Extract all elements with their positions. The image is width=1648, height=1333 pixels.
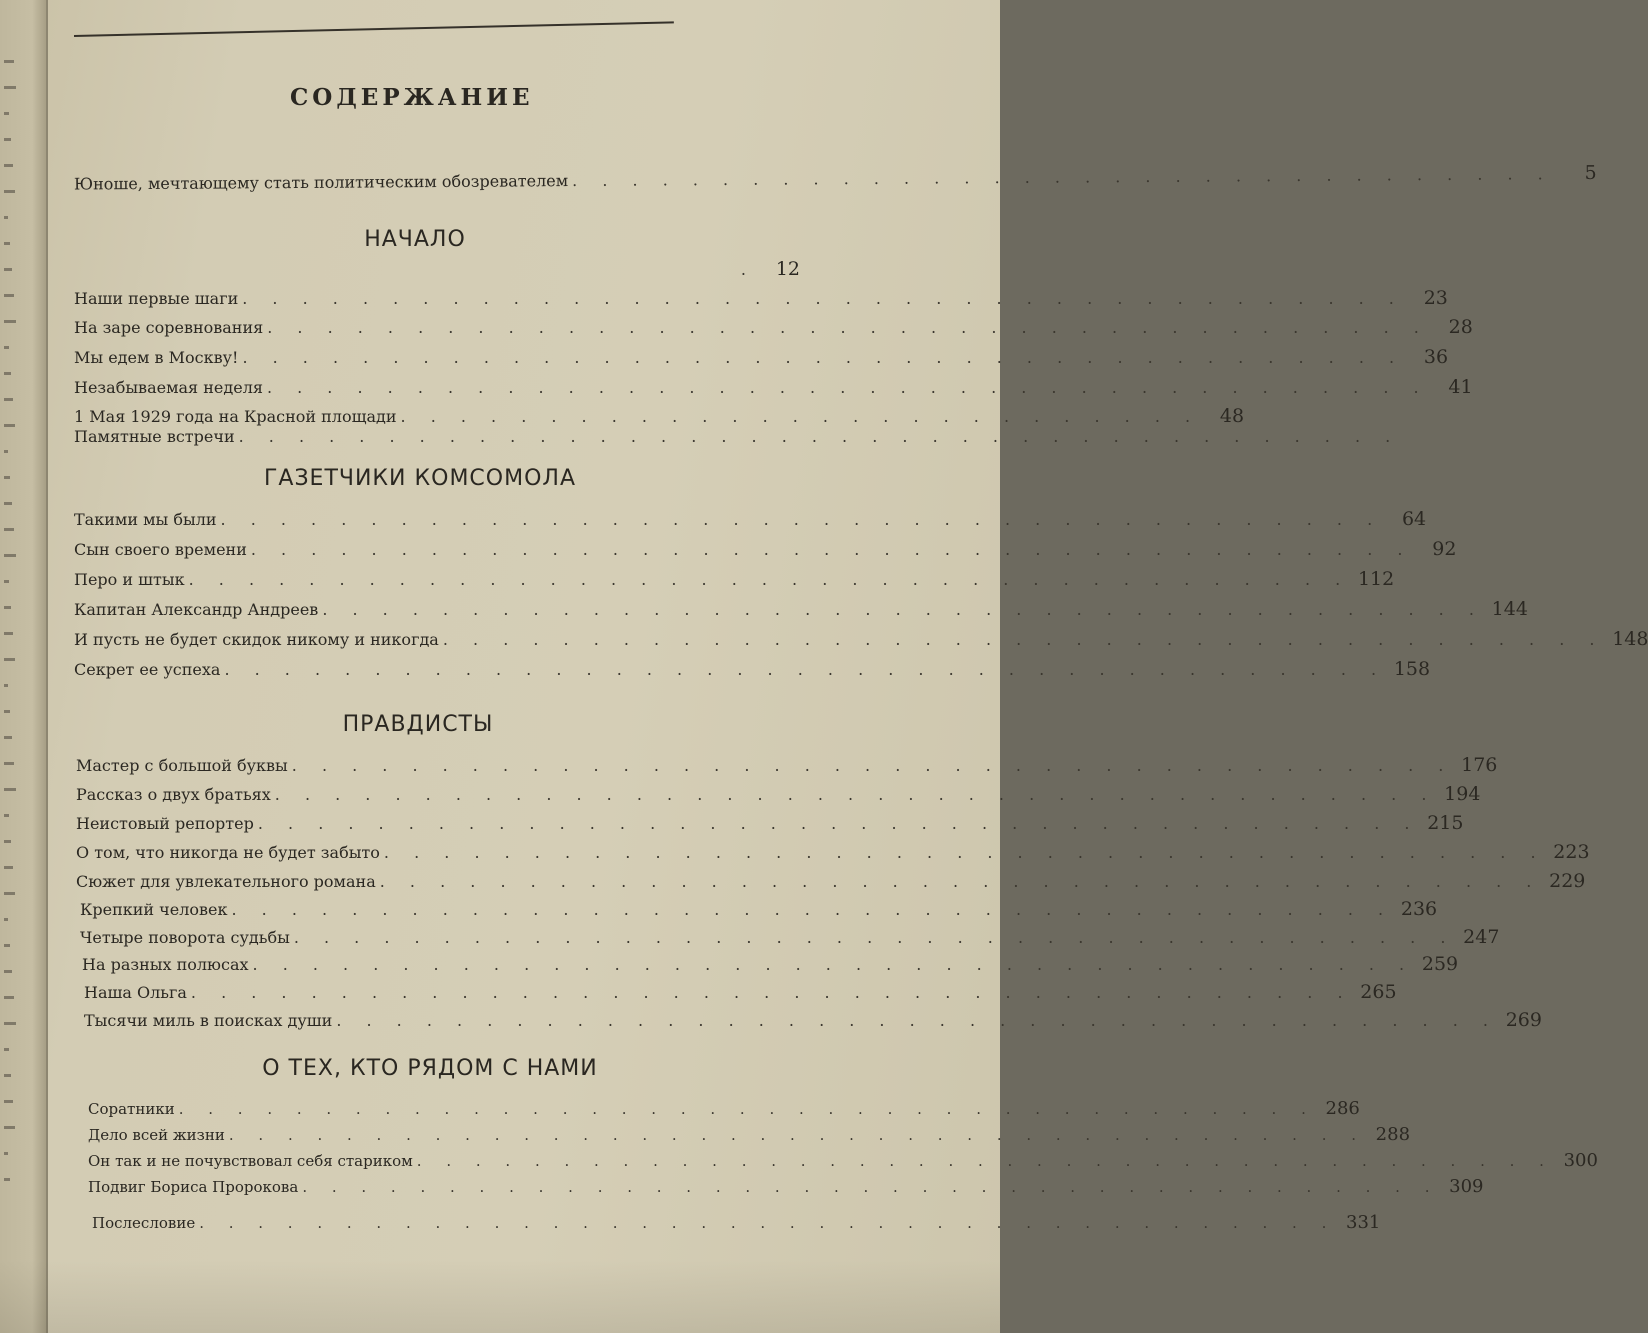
facing-page-text-mark: [4, 60, 14, 63]
leader-dots: . . . . . . . . . . . . . . . . . . . . . . . . . . . . . . . . . . . . . . .: [416, 1152, 1554, 1170]
leader-dots: . . . . . . . . . . . . . . . . . . . . . . . . . . . . . . . . . . . . . . .: [442, 630, 1605, 649]
entry-title: 1 Мая 1929 года на Красной площади: [74, 407, 397, 426]
leader-dots: . . . . . . . . . . . . . . . . . . . . . . . . . . . . . . . . . . . . . . .: [383, 843, 1546, 862]
leader-dots: .: [740, 260, 756, 279]
facing-page-text-mark: [4, 346, 9, 349]
facing-page-text-mark: [4, 970, 12, 973]
toc-entry: [88, 1150, 1598, 1171]
toc-entry: [82, 953, 1459, 975]
entry-title: Послесловие: [92, 1214, 196, 1232]
leader-dots: . . . . . . . . . . . . . . . . . . . . . . . . . . . . . . . . . . . . . . .: [190, 983, 1353, 1002]
leader-dots: . . . . . . . . . . . . . . . . . . . . . . . . . . . . . . . . . . . . . . .: [242, 348, 1405, 367]
entry-title: Рассказ о двух братьях: [76, 785, 271, 804]
entry-page: 41: [1448, 376, 1473, 398]
facing-page-text-mark: [4, 294, 14, 297]
toc-entry: [84, 981, 1397, 1003]
leader-dots: . . . . . . . . . . . . . . . . . . . . . . . . . . . . . . . . . . . . . . .: [379, 872, 1542, 891]
facing-page-text-mark: [4, 86, 16, 89]
leader-dots: . . . . . . . . . . . . . . . . . . . . . . . . . . . . . . . . . . . . . . .: [266, 378, 1429, 397]
entry-page: 215: [1427, 812, 1464, 834]
entry-title: Памятные встречи: [74, 427, 235, 446]
facing-page-text-mark: [4, 1048, 9, 1051]
facing-page-text-mark: [4, 762, 14, 765]
facing-page-text-mark: [4, 658, 15, 661]
toc-entry: [88, 1124, 1411, 1145]
entry-title: На разных полюсах: [82, 955, 249, 974]
leader-dots: . . . . . . . . . . . . . . . . . . . . . . . . . . . . . . . . . . . . . . .: [199, 1214, 1337, 1232]
leader-dots: . . . . . . . . . . . . . . . . . . . . . . . . . . . . . . . . .: [572, 164, 1553, 191]
toc-entry: [80, 926, 1500, 948]
top-rule: [74, 21, 674, 37]
leader-dots: . . . . . . . . . . . . . . . . . . . . . . . . . . . . . . . . . . . . . . .: [302, 1178, 1440, 1196]
entry-page: 92: [1432, 538, 1457, 560]
entry-page: 331: [1346, 1212, 1381, 1233]
facing-page-text-mark: [4, 1178, 10, 1181]
toc-entry: [74, 258, 800, 280]
entry-title: Такими мы были: [74, 510, 217, 529]
facing-page-text-mark: [4, 996, 14, 999]
toc-entry: [74, 508, 1427, 530]
toc-entry: [76, 754, 1498, 776]
facing-page-text-mark: [4, 1126, 15, 1129]
toc-entry: [74, 346, 1449, 368]
leader-dots: . . . . . . . . . . . . . . . . . . . . . . . . . . . . . . . . . . . . . . .: [293, 928, 1456, 947]
toc-entry: [74, 376, 1473, 398]
entry-page: 48: [1219, 405, 1245, 427]
entry-page: 236: [1400, 898, 1438, 920]
leader-dots: . . . . . . . . . . . . . . . . . . . . . . . . . . . . . . . . . . . . . . .: [188, 570, 1351, 589]
section-heading: О ТЕХ, КТО РЯДОМ С НАМИ: [262, 1056, 598, 1081]
leader-dots: . . . . . . . . . . . . . . . . . . . . . . . . . . . . . . . . . . . . . . .: [231, 900, 1394, 919]
entry-page: 259: [1421, 953, 1459, 975]
facing-page-text-mark: [4, 606, 11, 609]
leader-dots: . . . . . . . . . . . . . . . . . . . . . . . . . . . . . . . . . . . . . . .: [252, 955, 1415, 974]
facing-page-text-mark: [4, 190, 15, 193]
toc-entry: [74, 316, 1473, 338]
facing-page-text-mark: [4, 918, 8, 921]
entry-title: Сюжет для увлекательного романа: [76, 872, 376, 891]
entry-title: Он так и не почувствовал себя стариком: [88, 1152, 413, 1170]
entry-page: 247: [1463, 926, 1500, 948]
page-title: СОДЕРЖАНИЕ: [290, 84, 534, 111]
page-shadow: [0, 1260, 1000, 1333]
facing-page-text-mark: [4, 684, 8, 687]
toc-entry: [74, 598, 1528, 620]
entry-title: Незабываемая неделя: [74, 378, 263, 397]
facing-page-text-mark: [4, 398, 13, 401]
entry-page: 5: [1584, 161, 1597, 184]
facing-page-text-mark: [4, 372, 11, 375]
entry-title: На заре соревнования: [74, 318, 264, 337]
entry-title: И пусть не будет скидок никому и никогда: [74, 630, 439, 649]
leader-dots: . . . . . . . . . . . . . . . . . . . . . . . . . . . . . . . . . . . . . . .: [250, 540, 1413, 559]
entry-page: 309: [1449, 1176, 1484, 1197]
toc-entry: [74, 405, 1245, 427]
leader-dots: . . . . . . . . . . . . . . . . . . . . . . . . . . . . . . . . . . . . . . .: [274, 785, 1437, 804]
facing-page-text-mark: [4, 112, 9, 115]
entry-title: Мы едем в Москву!: [74, 348, 239, 367]
facing-page-text-mark: [4, 814, 9, 817]
entry-page: 194: [1444, 783, 1481, 805]
toc-entry: [84, 1009, 1542, 1031]
facing-page-text-mark: [4, 866, 13, 869]
toc-entry: [80, 898, 1438, 920]
facing-page-text-mark: [4, 554, 16, 557]
leader-dots: . . . . . . . . . . . . . . . . . . . . . . . . . . . . . . . . . . . . . . .: [257, 814, 1420, 833]
entry-title: Соратники: [88, 1100, 175, 1118]
facing-page-text-mark: [4, 502, 12, 505]
section-heading: ГАЗЕТЧИКИ КОМСОМОЛА: [263, 466, 576, 491]
facing-page-text-mark: [4, 944, 10, 947]
facing-page-text-mark: [4, 268, 12, 271]
toc-entry: [74, 538, 1457, 560]
entry-page: 23: [1423, 287, 1448, 309]
toc-entry: [92, 1212, 1381, 1233]
toc-entry: [74, 628, 1648, 650]
leader-dots: . . . . . . . . . . . . . . . . . . . . . . . . . . . . . . . . . . . . . . .: [291, 756, 1454, 775]
facing-page-text-mark: [4, 788, 16, 791]
facing-page-text-mark: [4, 216, 8, 219]
entry-title: Юноше, мечтающему стать политическим обозревателем: [73, 171, 569, 194]
toc-entry: [76, 870, 1586, 892]
entry-title: О том, что никогда не будет забыто: [76, 843, 380, 862]
facing-page-text-mark: [4, 424, 15, 427]
facing-page-text-mark: [4, 138, 11, 141]
facing-page-text-mark: [4, 632, 13, 635]
facing-page-text-mark: [4, 1152, 8, 1155]
leader-dots: . . . . . . . . . . . . . . . . . . . . . . . . . . .: [400, 407, 1201, 426]
facing-page-text-mark: [4, 528, 14, 531]
toc-entry: [88, 1098, 1360, 1119]
facing-page-text-mark: [4, 164, 13, 167]
entry-page: 265: [1360, 981, 1397, 1003]
entry-page: 64: [1401, 508, 1427, 530]
facing-page-text-mark: [4, 1100, 13, 1103]
toc-entry: [74, 427, 1401, 446]
facing-page-text-mark: [4, 840, 11, 843]
entry-title: Секрет ее успеха: [74, 660, 221, 679]
leader-dots: . . . . . . . . . . . . . . . . . . . . . . . . . . . . . . . . . . . . . . .: [178, 1100, 1316, 1118]
entry-page: 300: [1563, 1150, 1598, 1171]
entry-title: Четыре поворота судьбы: [80, 928, 290, 947]
leader-dots: . . . . . . . . . . . . . . . . . . . . . . . . . . . . . . . . . . . . . . .: [238, 427, 1401, 446]
facing-page-edge: [0, 0, 48, 1333]
toc-entry: [76, 841, 1590, 863]
leader-dots: . . . . . . . . . . . . . . . . . . . . . . . . . . . . . . . . . . . . . . .: [228, 1126, 1367, 1144]
toc-entry: [76, 812, 1464, 834]
entry-title: Тысячи миль в поисках души: [84, 1011, 333, 1030]
facing-page-text-mark: [4, 450, 8, 453]
entry-page: 176: [1461, 754, 1498, 776]
entry-title: Дело всей жизни: [88, 1126, 225, 1144]
leader-dots: . . . . . . . . . . . . . . . . . . . . . . . . . . . . . . . . . . . . . . .: [267, 318, 1429, 337]
section-heading: ПРАВДИСТЫ: [342, 712, 494, 737]
toc-entry: [74, 568, 1395, 590]
leader-dots: . . . . . . . . . . . . . . . . . . . . . . . . . . . . . . . . . . . . . . .: [220, 510, 1383, 529]
entry-title: Сын своего времени: [74, 540, 247, 559]
entry-title: Мастер с большой буквы: [76, 756, 288, 775]
toc-entry: [74, 287, 1448, 309]
leader-dots: . . . . . . . . . . . . . . . . . . . . . . . . . . . . . . . . . . . . . . .: [322, 600, 1484, 619]
facing-page-text-mark: [4, 1022, 16, 1025]
section-heading: НАЧАЛО: [364, 227, 466, 252]
entry-page: 229: [1549, 870, 1586, 892]
entry-page: 288: [1375, 1124, 1411, 1145]
entry-page: 36: [1423, 346, 1449, 368]
toc-entry: [74, 658, 1431, 680]
entry-page: 12: [775, 258, 800, 280]
facing-page-text-mark: [4, 320, 16, 323]
entry-title: Перо и штык: [74, 570, 185, 589]
entry-title: Неистовый репортер: [76, 814, 254, 833]
toc-entry-intro: [73, 161, 1597, 194]
entry-page: 148: [1612, 628, 1648, 650]
entry-page: 28: [1448, 316, 1473, 338]
toc-entry: [88, 1176, 1484, 1197]
entry-page: 286: [1325, 1098, 1360, 1119]
facing-page-text-mark: [4, 580, 9, 583]
entry-page: 112: [1357, 568, 1395, 590]
entry-title: Наша Ольга: [84, 983, 187, 1002]
entry-page: 223: [1553, 841, 1590, 863]
toc-entry: [76, 783, 1481, 805]
entry-page: 158: [1393, 658, 1431, 680]
leader-dots: . . . . . . . . . . . . . . . . . . . . . . . . . . . . . . . . . . . . . . .: [336, 1011, 1498, 1030]
leader-dots: . . . . . . . . . . . . . . . . . . . . . . . . . . . . . . . . . . . . . . .: [224, 660, 1387, 679]
entry-title: Капитан Александр Андреев: [74, 600, 319, 619]
facing-page-text-mark: [4, 892, 15, 895]
entry-title: Наши первые шаги: [74, 289, 239, 308]
entry-page: 144: [1491, 598, 1528, 620]
entry-title: Крепкий человек: [80, 900, 228, 919]
entry-title: Подвиг Бориса Пророкова: [88, 1178, 299, 1196]
leader-dots: . . . . . . . . . . . . . . . . . . . . . . . . . . . . . . . . . . . . . . .: [242, 289, 1404, 308]
entry-page: 269: [1505, 1009, 1542, 1031]
